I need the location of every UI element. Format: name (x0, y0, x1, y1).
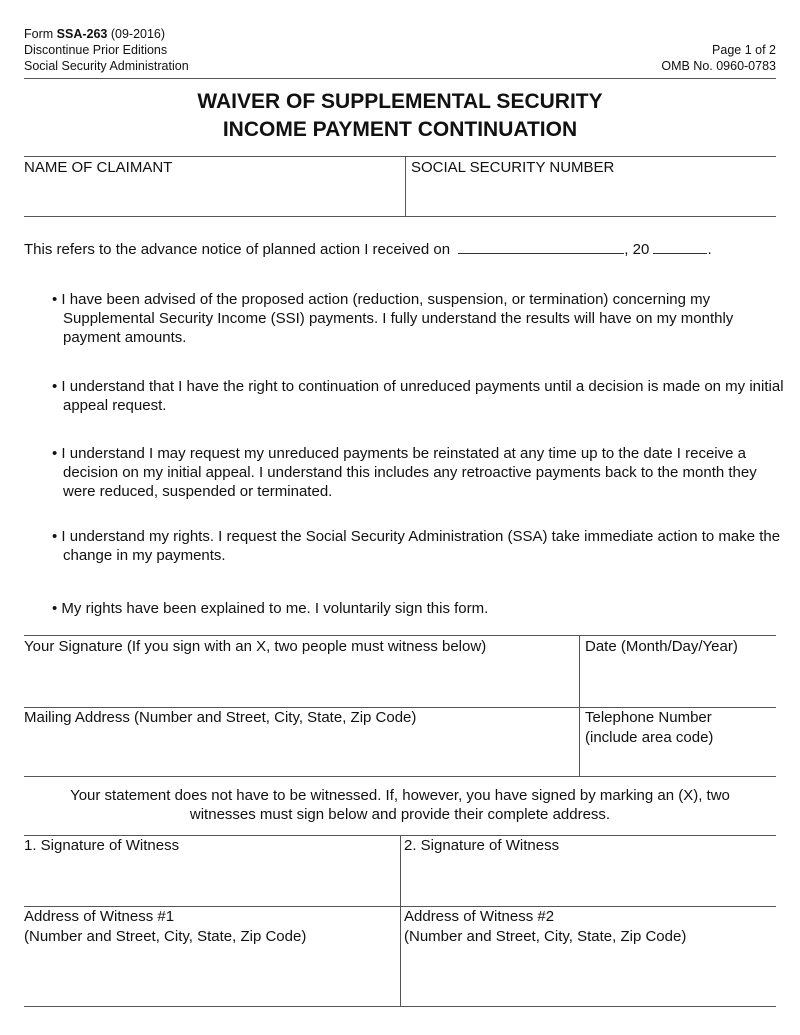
bullet-item: • My rights have been explained to me. I voluntarily sign this form. (52, 600, 489, 617)
bullet-item: • I have been advised of the proposed action (reduction, suspension, or termination) concerning my Supplemental Security Income (SSI) payments. I fully understand the results will have on my monthly payment amounts. (52, 291, 734, 346)
divider (24, 78, 776, 79)
page-title-line2: INCOME PAYMENT CONTINUATION (222, 118, 578, 141)
page-number: Page 1 of 2 (712, 43, 776, 57)
signature-label: Your Signature (If you sign with an X, two people must witness below) (24, 638, 487, 655)
signature-field[interactable] (24, 660, 574, 704)
witness-note-line2: witnesses must sign below and provide their complete address. (189, 806, 611, 823)
page-title: WAIVER OF SUPPLEMENTAL SECURITY (197, 90, 603, 113)
witness1-address-field[interactable] (24, 950, 396, 1004)
divider (24, 776, 776, 777)
bullet-item: • I understand that I have the right to continuation of unreduced payments until a decision is made on my initial appeal request. (52, 378, 784, 414)
ssn-label: SOCIAL SECURITY NUMBER (411, 159, 615, 176)
claimant-name-field[interactable] (24, 180, 400, 214)
divider (24, 1006, 776, 1007)
date-label: Date (Month/Day/Year) (585, 638, 738, 655)
form-number: Form SSA-263 (09-2016) (24, 27, 166, 41)
bullet-item: • I understand my rights. I request the Social Security Administration (SSA) take immediate action to make the change in my payments. (52, 528, 781, 564)
divider (579, 635, 580, 776)
notice-year-field[interactable] (653, 239, 707, 254)
discontinue-note: Discontinue Prior Editions (24, 43, 168, 57)
telephone-label: Telephone Number (include area code) (585, 709, 714, 746)
bullet-item: • I understand I may request my unreduced payments be reinstated at any time up to the date I receive a decision on my initial appeal. I understand this includes any retroactive payments back to the month they were reduced, suspended or terminated. (52, 445, 757, 500)
form-id-block (24, 26, 189, 74)
divider (24, 635, 776, 636)
notice-line: This refers to the advance notice of planned action I received on , 20 . (24, 241, 712, 258)
divider (24, 216, 776, 217)
page-info (661, 42, 776, 74)
mailing-address-field[interactable] (24, 730, 574, 774)
witness-note: Your statement does not have to be witnessed. If, however, you have signed by marking an (X), two (70, 787, 730, 804)
witness2-address-label: Address of Witness #2 (Number and Street, City, State, Zip Code) (404, 908, 687, 945)
witness1-signature-label: 1. Signature of Witness (24, 837, 180, 854)
omb-number: OMB No. 0960-0783 (661, 59, 776, 73)
witness2-signature-field[interactable] (404, 858, 774, 904)
divider (24, 156, 776, 157)
witness1-signature-field[interactable] (24, 858, 396, 904)
witness2-address-field[interactable] (404, 950, 774, 1004)
date-field[interactable] (585, 660, 773, 704)
divider (405, 156, 406, 216)
mailing-address-label: Mailing Address (Number and Street, City, State, Zip Code) (24, 709, 417, 726)
claimant-name-label: NAME OF CLAIMANT (24, 159, 173, 176)
divider (400, 835, 401, 1006)
notice-date-field[interactable] (458, 239, 624, 254)
agency-name: Social Security Administration (24, 59, 189, 73)
witness1-address-label: Address of Witness #1 (Number and Street, City, State, Zip Code) (24, 908, 307, 945)
witness2-signature-label: 2. Signature of Witness (404, 837, 560, 854)
ssn-field[interactable] (411, 180, 773, 214)
